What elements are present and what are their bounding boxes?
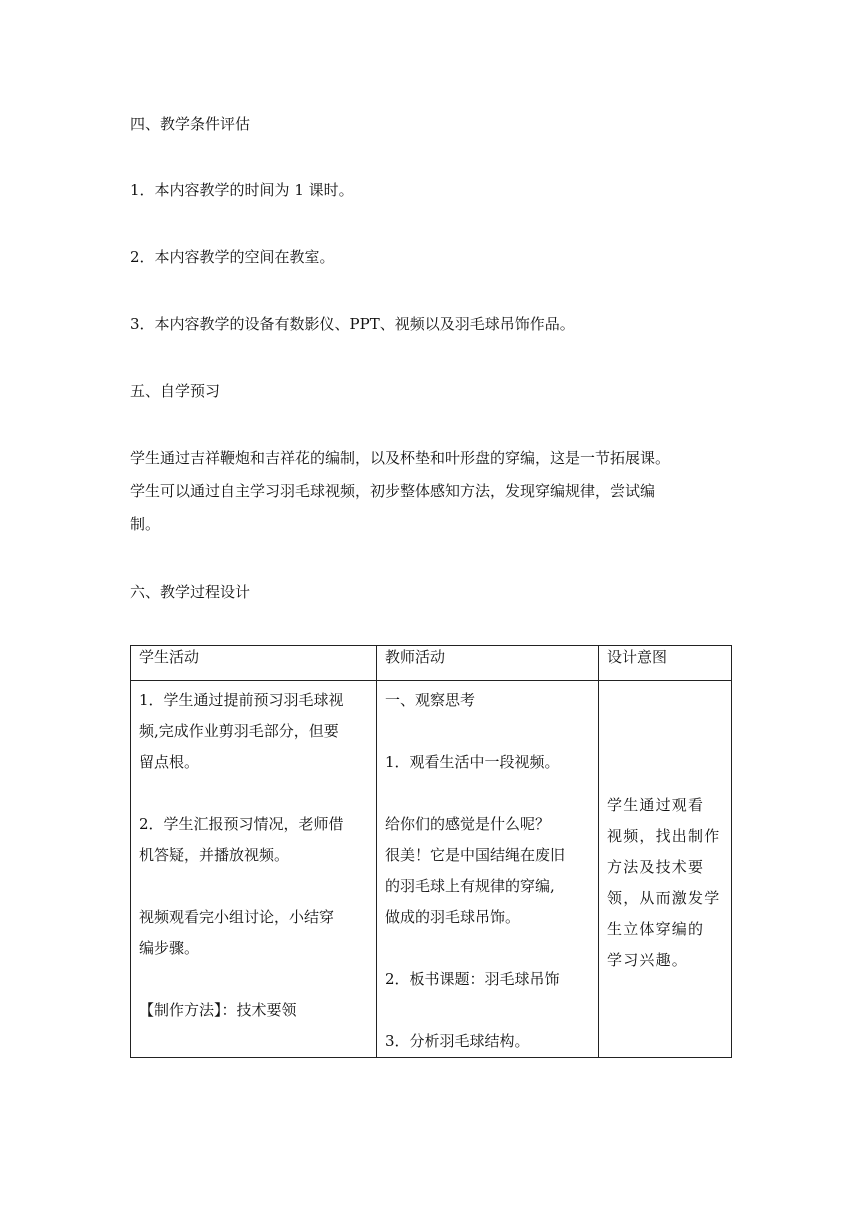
cell-line: 的羽毛球上有规律的穿编, xyxy=(385,877,555,895)
cell-line: 机答疑，并播放视频。 xyxy=(139,846,290,864)
cell-line: 【制作方法】：技术要领 xyxy=(139,1001,297,1019)
cell-line: 方法及技术要 xyxy=(607,858,705,876)
header-teacher-activity: 教师活动 xyxy=(377,646,599,681)
paragraph-line: 学生可以通过自主学习羽毛球视频，初步整体感知方法，发现穿编规律，尝试编 xyxy=(130,482,656,500)
cell-line xyxy=(385,716,590,747)
cell-line: 领，从而激发学 xyxy=(607,889,721,907)
condition-item-time: 1．本内容教学的时间为 1 课时。 xyxy=(130,181,354,199)
header-design-intent: 设计意图 xyxy=(599,646,732,681)
cell-line: 一、观察思考 xyxy=(385,691,476,709)
cell-line xyxy=(139,778,368,809)
cell-line xyxy=(139,871,368,902)
header-student-activity: 学生活动 xyxy=(131,646,377,681)
cell-line: 编步骤。 xyxy=(139,939,200,957)
section-heading-process-design: 六、教学过程设计 xyxy=(130,583,251,601)
teaching-process-table xyxy=(130,645,732,1058)
cell-line xyxy=(139,964,368,995)
cell-line: 给你们的感觉是什么呢？ xyxy=(385,815,551,833)
cell-line: 学习兴趣。 xyxy=(607,951,689,969)
design-intent-cell xyxy=(599,681,732,1058)
table-row xyxy=(131,681,732,1058)
cell-line: 生立体穿编的 xyxy=(607,920,705,938)
section-heading-self-study: 五、自学预习 xyxy=(130,382,221,400)
cell-line xyxy=(385,995,590,1026)
cell-line: 做成的羽毛球吊饰。 xyxy=(385,908,521,926)
cell-line: 留点根。 xyxy=(139,753,200,771)
cell-line: 频,完成作业剪羽毛部分，但要 xyxy=(139,722,339,740)
paragraph-line: 学生通过吉祥鞭炮和吉祥花的编制，以及杯垫和叶形盘的穿编，这是一节拓展课。 xyxy=(130,449,671,467)
cell-line: 视频观看完小组讨论，小结穿 xyxy=(139,908,335,926)
cell-line: 1．观看生活中一段视频。 xyxy=(385,753,560,771)
table-header-row xyxy=(131,646,732,681)
cell-line: 很美！它是中国结绳在废旧 xyxy=(385,846,566,864)
condition-item-equipment: 3．本内容教学的设备有数影仪、PPT、视频以及羽毛球吊饰作品。 xyxy=(130,315,575,333)
cell-line: 2．学生汇报预习情况，老师借 xyxy=(139,815,344,833)
teacher-activity-cell xyxy=(377,681,599,1058)
cell-line xyxy=(385,933,590,964)
cell-line: 2．板书课题：羽毛球吊饰 xyxy=(385,970,560,988)
cell-line xyxy=(385,778,590,809)
section-heading-teaching-conditions: 四、教学条件评估 xyxy=(130,115,251,133)
condition-item-space: 2．本内容教学的空间在教室。 xyxy=(130,248,335,266)
cell-line: 视频，找出制作 xyxy=(607,827,721,845)
self-study-paragraph xyxy=(130,442,730,541)
cell-line: 1．学生通过提前预习羽毛球视 xyxy=(139,691,344,709)
student-activity-cell xyxy=(131,681,377,1058)
cell-line: 学生通过观看 xyxy=(607,796,705,814)
paragraph-line: 制。 xyxy=(130,515,161,533)
cell-line: 3．分析羽毛球结构。 xyxy=(385,1032,530,1050)
